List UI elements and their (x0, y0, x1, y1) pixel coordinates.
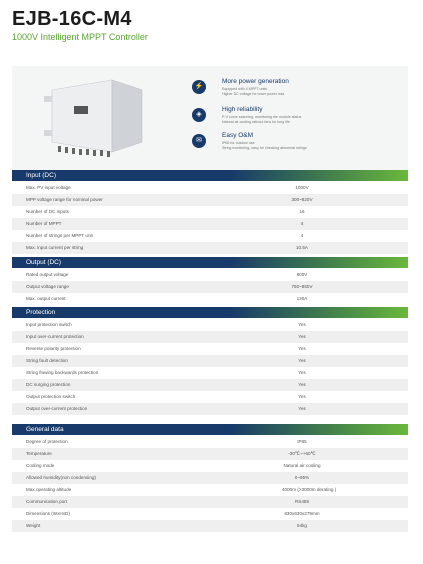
spec-row (12, 293, 408, 305)
spec-value: 4000m (>3000m derating ) (282, 487, 337, 492)
spec-label: Output over-current protection (26, 406, 88, 411)
spec-row (12, 281, 408, 293)
efficiency-icon: ⚡ (192, 80, 206, 94)
spec-row (12, 355, 408, 367)
spec-label: Degree of protection (26, 439, 68, 444)
spec-row (12, 218, 408, 230)
spec-value: Yes (298, 322, 306, 327)
spec-label: Communication port (26, 499, 68, 504)
spec-value: Yes (298, 394, 306, 399)
spec-value: 1000V (295, 185, 309, 190)
spec-value: Yes (298, 334, 306, 339)
spec-label: Temperature (26, 451, 52, 456)
spec-value: 130A (296, 296, 308, 301)
spec-value: 830x630x279mm (284, 511, 320, 516)
spec-value: 4 (300, 233, 304, 238)
spec-row (12, 206, 408, 218)
section-header: Input (DC) (12, 170, 408, 181)
spec-row (12, 520, 408, 532)
spec-value: 300~820V (291, 197, 313, 202)
spec-label: String fault detection (26, 358, 68, 363)
spec-row (12, 391, 408, 403)
spec-label: MPP voltage range for nominal power (26, 197, 103, 202)
spec-label: Max. PV input voltage (26, 185, 71, 190)
spec-label: Input over-current protection (26, 334, 84, 339)
spec-label: Weight (26, 523, 41, 528)
chat-icon: ✉ (192, 134, 206, 148)
spec-value: Natural air cooling (283, 463, 321, 468)
spec-value: -30℃~+60℃ (288, 451, 316, 456)
controller-device-image (38, 76, 148, 158)
spec-value: 10.5A (295, 245, 308, 250)
section-header: General data (12, 424, 408, 435)
spec-value: Yes (298, 370, 306, 375)
spec-label: Allowed humidity(non condensing) (26, 475, 96, 480)
spec-row (12, 230, 408, 242)
spec-row (12, 436, 408, 448)
spec-value: 800V (296, 272, 308, 277)
spec-value: RS485 (294, 499, 310, 504)
spec-value: Yes (298, 406, 306, 411)
spec-row (12, 331, 408, 343)
spec-row (12, 403, 408, 415)
spec-row (12, 379, 408, 391)
spec-row (12, 194, 408, 206)
spec-label: DC surging protection (26, 382, 71, 387)
product-subtitle: 1000V Intelligent MPPT Controller (12, 32, 148, 42)
spec-value: Yes (298, 346, 306, 351)
feature-title: High reliability (222, 106, 263, 113)
section-header: Output (DC) (12, 257, 408, 268)
spec-row (12, 343, 408, 355)
spec-label: Reverse polarity protection (26, 346, 81, 351)
spec-row (12, 472, 408, 484)
spec-value: 0~95% (294, 475, 310, 480)
spec-row (12, 242, 408, 254)
spec-row (12, 460, 408, 472)
spec-label: Max.operating altitude (26, 487, 72, 492)
spec-row (12, 508, 408, 520)
feature-description: IP65 for outdoor use String monitoring, easy for checking abnormal strings (222, 141, 307, 150)
spec-value: IP65 (297, 439, 307, 444)
hero-panel (12, 66, 408, 170)
section-header: Protection (12, 307, 408, 318)
shield-icon: ◈ (192, 108, 206, 122)
spec-label: Max. output current (26, 296, 66, 301)
spec-label: Cooling mode (26, 463, 55, 468)
spec-row (12, 319, 408, 331)
spec-row (12, 182, 408, 194)
spec-label: Number of MPPT (26, 221, 62, 226)
feature-description: P-V curve scanning, monitoring the module status Natural air cooling without fans for long life (222, 115, 302, 124)
spec-row (12, 448, 408, 460)
spec-row (12, 269, 408, 281)
spec-row (12, 496, 408, 508)
spec-label: Number of DC inputs (26, 209, 69, 214)
spec-label: Dimensions (WxHxD) (26, 511, 70, 516)
spec-row (12, 484, 408, 496)
spec-row (12, 367, 408, 379)
spec-value: 54kg (297, 523, 307, 528)
spec-label: String flowing backwards protection (26, 370, 99, 375)
spec-label: Output voltage range (26, 284, 69, 289)
spec-label: Number of strings per MPPT unit (26, 233, 93, 238)
spec-label: Max. input current per string (26, 245, 84, 250)
spec-label: Input protection switch (26, 322, 72, 327)
spec-value: 16 (299, 209, 305, 214)
feature-description: Equipped with 4 MPPT units Higher DC voltage for lower power loss (222, 87, 285, 96)
spec-value: 4 (300, 221, 304, 226)
spec-value: Yes (298, 382, 306, 387)
spec-value: Yes (298, 358, 306, 363)
product-title: EJB-16C-M4 (12, 8, 132, 30)
spec-label: Rated output voltage (26, 272, 69, 277)
spec-label: Output protection switch (26, 394, 76, 399)
spec-value: 750~850V (291, 284, 313, 289)
feature-title: Easy O&M (222, 132, 254, 139)
feature-title: More power generation (222, 78, 289, 85)
